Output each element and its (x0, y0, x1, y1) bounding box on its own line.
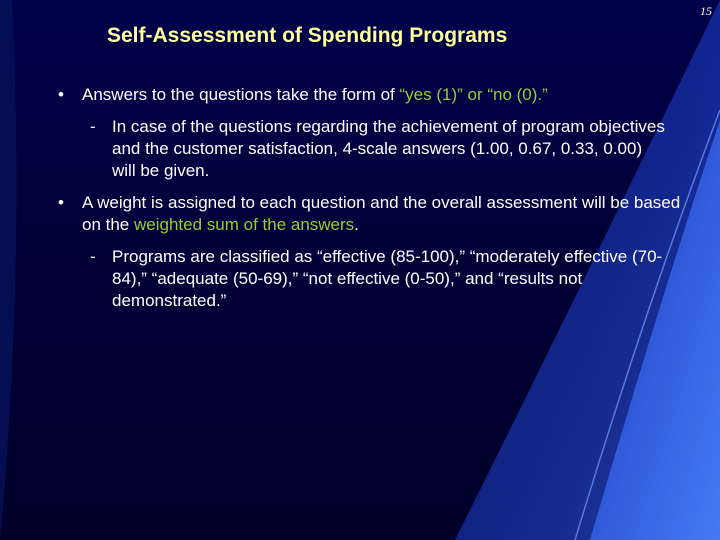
sub-bullet-text: Programs are classified as “effective (85-100),” “moderately effective (70-84),” “adequate (50-69),” “not effective (0-50),” and “results not demonstrated.” (112, 247, 663, 310)
decorative-swoosh-left (0, 0, 16, 540)
bullet-text-start: A weight is assigned to each question and the overall assessment will be based on the (82, 193, 681, 234)
bullet-item (58, 192, 698, 236)
sub-bullet-marker: - (90, 117, 96, 136)
bullet-text-end: . (354, 215, 359, 234)
bullet-text (82, 192, 698, 236)
sub-bullet-item (90, 246, 670, 312)
slide-title: Self-Assessment of Spending Programs (107, 24, 508, 47)
sub-bullet-marker: - (90, 247, 96, 266)
bullet-text (82, 84, 698, 106)
bullet-marker: • (58, 193, 64, 212)
slide-number: 15 (700, 4, 712, 18)
slide-body (58, 84, 698, 322)
highlighted-text: weighted sum of the answers (134, 215, 355, 234)
sub-bullet-item (90, 116, 670, 182)
highlighted-text: “yes (1)” or “no (0).” (399, 85, 548, 104)
bullet-item (58, 84, 698, 106)
sub-bullet-text: In case of the questions regarding the achievement of program objectives and the customer satisfaction, 4-scale answers (1.00, 0.67, 0.33, 0.00) will be given. (112, 117, 665, 180)
bullet-marker: • (58, 85, 64, 104)
bullet-text-start: Answers to the questions take the form of (82, 85, 400, 104)
